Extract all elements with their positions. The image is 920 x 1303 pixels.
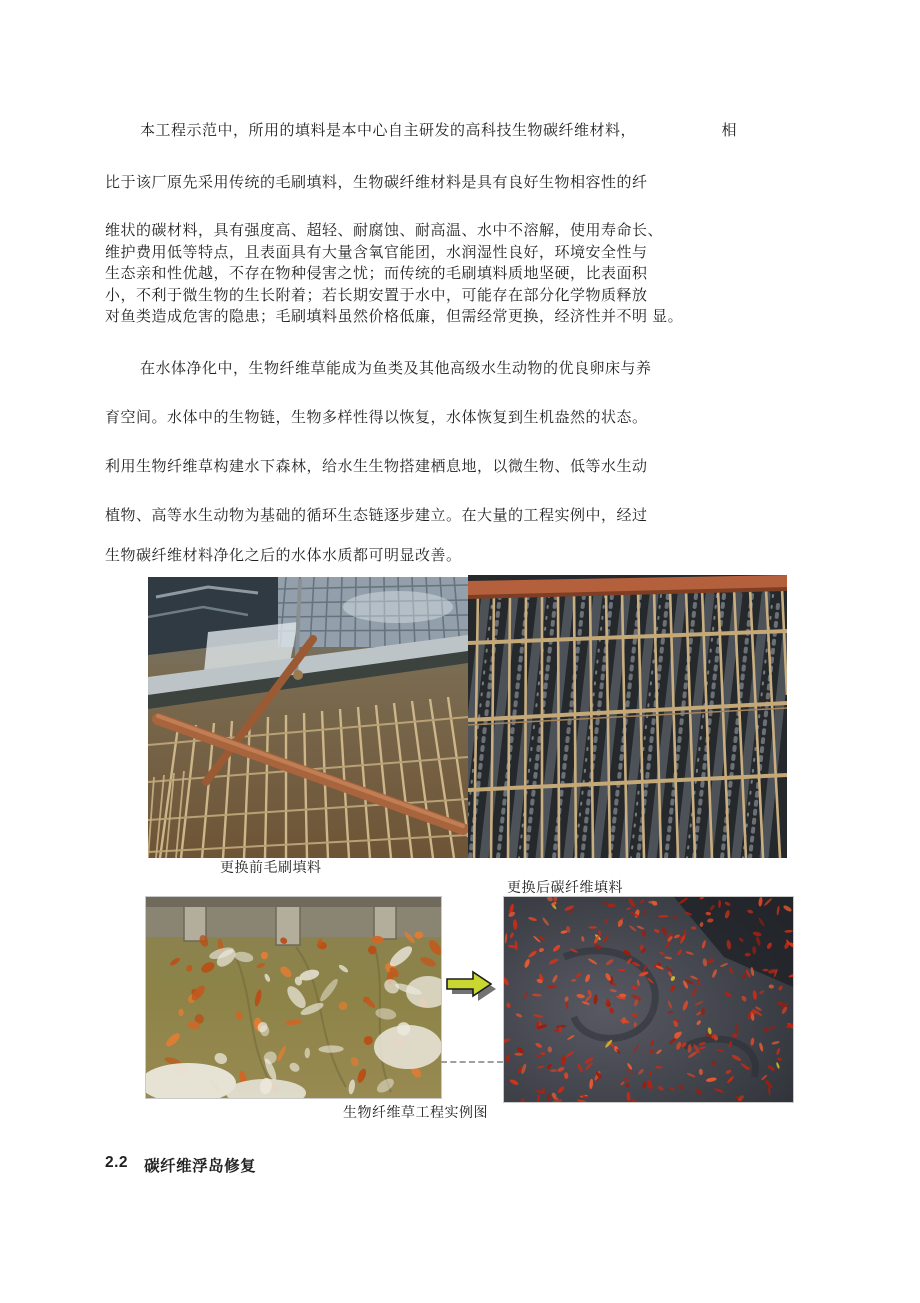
p1-line2: 比于该厂原先采用传统的毛刷填料，生物碳纤维材料是具有良好生物相容性的纤 [105,174,648,191]
p1-line4: 维护费用低等特点，且表面具有大量含氧官能团，水润湿性良好，环境安全性与 [105,243,648,261]
photo-brush-filler-before [148,577,468,858]
p1-line6: 小，不利于微生物的生长附着；若长期安置于水中，可能存在部分化学物质释放 [105,286,648,304]
photo-murky-pond-before [145,896,442,1099]
section-heading [105,1154,256,1176]
fig1-caption-before: 更换前毛刷填料 [220,859,322,875]
p2-line2: 育空间。水体中的生物链，生物多样性得以恢复，水体恢复到生机盎然的状态。 [105,409,648,426]
photo-carbon-fiber-after [468,575,787,858]
dashed-connector [441,1061,503,1063]
section-number: 2.2 [105,1154,129,1171]
p1-line3: 维状的碳材料，具有强度高、超轻、耐腐蚀、耐高温、水中不溶解，使用寿命长、 [105,222,664,239]
p2-line1: 在水体净化中，生物纤维草能成为鱼类及其他高级水生动物的优良卵床与养 [140,360,652,377]
p1-line1-tail: 相 [721,122,737,139]
section-title: 碳纤维浮岛修复 [144,1158,257,1175]
fig2-caption: 生物纤维草工程实例图 [343,1104,488,1120]
arrow-icon [444,967,496,1005]
fig1-caption-after: 更换后碳纤维填料 [507,879,623,895]
p1-tight-block [105,220,683,328]
p2-line4: 植物、高等水生动物为基础的循环生态链逐步建立。在大量的工程实例中，经过 [105,507,648,524]
p2-line5: 生物碳纤维材料净化之后的水体水质都可明显改善。 [105,547,462,564]
p2-line3: 利用生物纤维草构建水下森林，给水生生物搭建栖息地，以微生物、低等水生动 [105,458,648,475]
photo-fish-swarm-after [503,896,794,1103]
p1-line1-main: 本工程示范中，所用的填料是本中心自主研发的高科技生物碳纤维材料， [140,122,637,139]
p1-line7: 对鱼类造成危害的隐患；毛刷填料虽然价格低廉，但需经常更换，经济性并不明 显。 [105,308,684,326]
p1-line1 [105,119,737,140]
p1-line5: 生态亲和性优越，不存在物种侵害之忧；而传统的毛刷填料质地坚硬，比表面积 [105,265,648,283]
